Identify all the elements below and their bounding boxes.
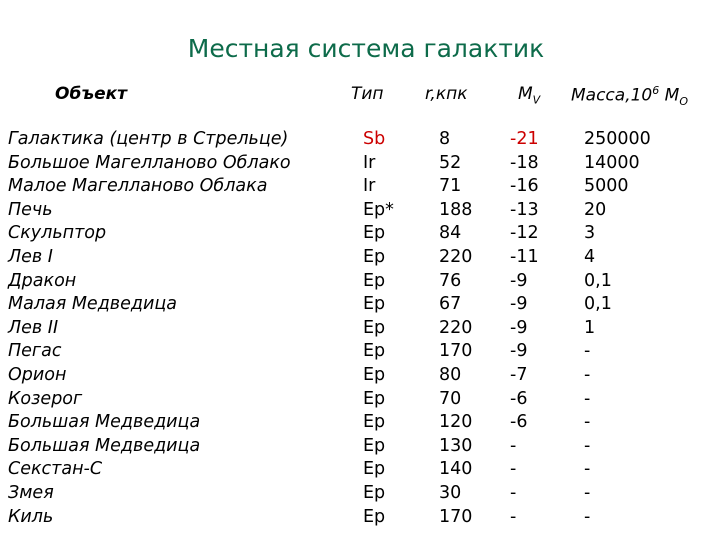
distance-cell: 220 <box>439 246 473 267</box>
object-cell: Киль <box>8 506 54 527</box>
mass-cell: 5000 <box>584 176 629 197</box>
object-cell: Малая Медведица <box>8 294 177 315</box>
mass-cell: 4 <box>584 246 596 267</box>
mass-cell: - <box>584 341 591 362</box>
header-distance: r,кпк <box>425 84 468 104</box>
distance-cell: 67 <box>439 294 462 315</box>
header-mass <box>571 84 688 108</box>
type-cell: Ep <box>363 388 386 409</box>
object-cell: Лев II <box>8 317 59 338</box>
type-cell: Ep <box>363 364 386 385</box>
header-magnitude-sub: V <box>532 93 541 107</box>
magnitude-cell: -9 <box>510 294 528 315</box>
header-object: Объект <box>55 84 128 104</box>
magnitude-cell: -9 <box>510 341 528 362</box>
object-cell: Секстан-С <box>8 459 103 480</box>
distance-cell: 220 <box>439 317 473 338</box>
object-cell: Орион <box>8 364 67 385</box>
type-cell: Ep <box>363 459 386 480</box>
object-cell: Скульптор <box>8 223 107 244</box>
header-mass-sub: O <box>679 95 688 109</box>
mass-cell: 250000 <box>584 129 651 149</box>
type-cell: Ep <box>363 506 386 527</box>
type-cell: Ep <box>363 317 386 338</box>
mass-cell: - <box>584 506 591 527</box>
column-object <box>8 128 291 529</box>
column-mass <box>584 128 651 529</box>
object-cell: Змея <box>8 482 54 503</box>
magnitude-cell: -6 <box>510 412 528 433</box>
object-cell: Козерог <box>8 388 83 409</box>
distance-cell: 30 <box>439 482 462 503</box>
magnitude-cell: -21 <box>510 129 539 149</box>
type-cell: Ep <box>363 270 386 291</box>
type-cell: Ir <box>363 176 376 197</box>
object-cell: Дракон <box>8 270 77 291</box>
distance-cell: 140 <box>439 459 473 480</box>
magnitude-cell: - <box>510 459 517 480</box>
mass-cell: 1 <box>584 317 596 338</box>
type-cell: Ep <box>363 341 386 362</box>
type-cell: Ep <box>363 246 386 267</box>
header-mass-exp: 6 <box>652 84 660 97</box>
header-mass-unit: M <box>659 85 680 106</box>
distance-cell: 70 <box>439 388 462 409</box>
distance-cell: 170 <box>439 506 473 527</box>
object-cell: Галактика (центр в Стрельце) <box>8 129 289 149</box>
magnitude-cell: -9 <box>510 270 528 291</box>
magnitude-cell: -9 <box>510 317 528 338</box>
mass-cell: 3 <box>584 223 596 244</box>
column-magnitude <box>510 128 539 529</box>
type-cell: Ep* <box>363 199 394 220</box>
magnitude-cell: -6 <box>510 388 528 409</box>
type-cell: Ep <box>363 435 386 456</box>
distance-cell: 52 <box>439 152 462 173</box>
distance-cell: 120 <box>439 412 473 433</box>
distance-cell: 130 <box>439 435 473 456</box>
object-cell: Большая Медведица <box>8 435 201 456</box>
type-cell: Ep <box>363 482 386 503</box>
magnitude-cell: -18 <box>510 152 539 173</box>
mass-cell: - <box>584 364 591 385</box>
distance-cell: 188 <box>439 199 473 220</box>
magnitude-cell: - <box>510 482 517 503</box>
mass-cell: - <box>584 435 591 456</box>
type-cell: Sb <box>363 129 386 149</box>
mass-cell: - <box>584 412 591 433</box>
column-type <box>363 128 394 529</box>
object-cell: Малое Магелланово Облака <box>8 176 268 197</box>
magnitude-cell: -7 <box>510 364 528 385</box>
object-cell: Большая Медведица <box>8 412 201 433</box>
mass-cell: 14000 <box>584 152 640 173</box>
distance-cell: 84 <box>439 223 462 244</box>
distance-cell: 8 <box>439 129 451 149</box>
mass-cell: 20 <box>584 199 607 220</box>
object-cell: Большое Магелланово Облако <box>8 152 291 173</box>
distance-cell: 170 <box>439 341 473 362</box>
type-cell: Ep <box>363 412 386 433</box>
magnitude-cell: - <box>510 435 517 456</box>
mass-cell: - <box>584 482 591 503</box>
magnitude-cell: - <box>510 506 517 527</box>
object-cell: Лев I <box>8 246 53 267</box>
distance-cell: 80 <box>439 364 462 385</box>
object-cell: Пегас <box>8 341 62 362</box>
header-magnitude <box>518 84 540 106</box>
header-magnitude-main: M <box>518 84 533 104</box>
column-distance <box>439 128 472 529</box>
distance-cell: 76 <box>439 270 462 291</box>
type-cell: Ep <box>363 223 386 244</box>
magnitude-cell: -12 <box>510 223 539 244</box>
magnitude-cell: -11 <box>510 246 539 267</box>
magnitude-cell: -13 <box>510 199 539 220</box>
page-title: Местная система галактик <box>187 34 545 63</box>
mass-cell: 0,1 <box>584 270 612 291</box>
header-mass-main: Масса,10 <box>571 85 653 106</box>
type-cell: Ir <box>363 152 376 173</box>
magnitude-cell: -16 <box>510 176 539 197</box>
mass-cell: - <box>584 388 591 409</box>
mass-cell: - <box>584 459 591 480</box>
distance-cell: 71 <box>439 176 462 197</box>
object-cell: Печь <box>8 199 53 220</box>
header-type: Тип <box>351 84 384 104</box>
mass-cell: 0,1 <box>584 294 612 315</box>
type-cell: Ep <box>363 294 386 315</box>
